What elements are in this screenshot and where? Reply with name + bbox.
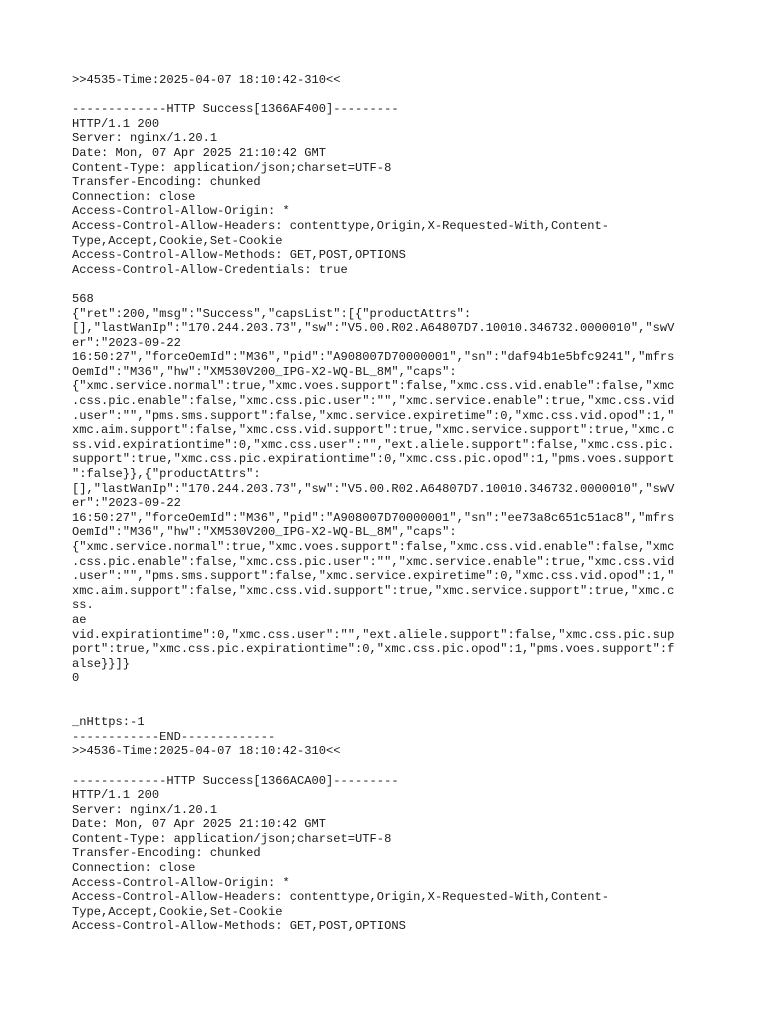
log-line: Server: nginx/1.20.1	[72, 131, 218, 146]
log-line: [],"lastWanIp":"170.244.203.73","sw":"V5.00.R02.A64807D7.10010.346732.0000010","swV	[72, 481, 675, 496]
log-line: vid.expirationtime":0,"xmc.css.user":"","ext.aliele.support":false,"xmc.css.pic.sup	[72, 627, 675, 642]
log-line: HTTP/1.1 200	[72, 788, 160, 803]
log-line: Access-Control-Allow-Headers: contenttype,Origin,X-Requested-With,Content-	[72, 890, 610, 905]
log-line: 16:50:27","forceOemId":"M36","pid":"A908007D70000001","sn":"ee73a8c651c51ac8","mfrs	[72, 510, 675, 525]
log-line: alse}}]}	[72, 656, 131, 671]
log-line: .css.pic.enable":false,"xmc.css.pic.user":"","xmc.service.enable":true,"xmc.css.vid	[72, 554, 675, 569]
log-line: ------------END-------------	[72, 729, 276, 744]
log-line: {"xmc.service.normal":true,"xmc.voes.support":false,"xmc.css.vid.enable":false,"xmc	[72, 540, 675, 554]
log-line	[72, 686, 700, 701]
log-line: Access-Control-Allow-Origin: *	[72, 875, 290, 890]
log-line: ss.vid.expirationtime":0,"xmc.css.user":"","ext.aliele.support":false,"xmc.css.pic.	[72, 437, 675, 452]
log-line: Transfer-Encoding: chunked	[72, 846, 261, 861]
log-line: Access-Control-Allow-Methods: GET,POST,OPTIONS	[72, 248, 406, 263]
log-line: [],"lastWanIp":"170.244.203.73","sw":"V5.00.R02.A64807D7.10010.346732.0000010","swV	[72, 321, 675, 336]
log-line: Connection: close	[72, 861, 196, 876]
log-line: .user":"","pms.sms.support":false,"xmc.service.expiretime":0,"xmc.css.vid.opod":1,"	[72, 569, 675, 584]
log-line	[72, 701, 700, 716]
log-line: Transfer-Encoding: chunked	[72, 175, 261, 190]
log-line: -------------HTTP Success[1366ACA00]---------	[72, 773, 399, 788]
log-line: Content-Type: application/json;charset=UTF-8	[72, 831, 392, 846]
log-line: xmc.aim.support":false,"xmc.css.vid.support":true,"xmc.service.support":true,"xmc.c	[72, 423, 675, 438]
log-line: er":"2023-09-22	[72, 496, 181, 511]
log-line: Access-Control-Allow-Headers: contenttype,Origin,X-Requested-With,Content-	[72, 218, 610, 233]
log-line: {"xmc.service.normal":true,"xmc.voes.support":false,"xmc.css.vid.enable":false,"xmc	[72, 379, 675, 394]
log-line: HTTP/1.1 200	[72, 116, 160, 131]
log-line: OemId":"M36","hw":"XM530V200_IPG-X2-WQ-BL_8M","caps":	[72, 364, 457, 379]
log-line: 16:50:27","forceOemId":"M36","pid":"A908007D70000001","sn":"daf94b1e5bfc9241","mfrs	[72, 350, 675, 365]
log-line: Date: Mon, 07 Apr 2025 21:10:42 GMT	[72, 145, 327, 160]
log-line	[72, 277, 700, 292]
log-line: ae	[72, 612, 87, 627]
log-line: .css.pic.enable":false,"xmc.css.pic.user":"","xmc.service.enable":true,"xmc.css.vid	[72, 394, 675, 409]
log-line	[72, 88, 700, 103]
log-line: ss.	[72, 598, 94, 613]
log-line: Type,Accept,Cookie,Set-Cookie	[72, 904, 283, 919]
log-line: Content-Type: application/json;charset=UTF-8	[72, 160, 392, 175]
log-line: 568	[72, 291, 94, 306]
log-line: {"ret":200,"msg":"Success","capsList":[{"productAttrs":	[72, 306, 472, 321]
log-line: Server: nginx/1.20.1	[72, 802, 218, 817]
log-line: Access-Control-Allow-Origin: *	[72, 204, 290, 219]
log-line: er":"2023-09-22	[72, 335, 181, 350]
log-line	[72, 759, 700, 774]
log-line: support":true,"xmc.css.pic.expirationtime":0,"xmc.css.pic.opod":1,"pms.voes.support	[72, 452, 675, 467]
log-line: _nHttps:-1	[72, 715, 145, 730]
log-line: Connection: close	[72, 189, 196, 204]
log-line: .user":"","pms.sms.support":false,"xmc.service.expiretime":0,"xmc.css.vid.opod":1,"	[72, 408, 675, 423]
log-line: Type,Accept,Cookie,Set-Cookie	[72, 233, 283, 248]
log-line: OemId":"M36","hw":"XM530V200_IPG-X2-WQ-BL_8M","caps":	[72, 525, 457, 540]
log-line: ":false}},{"productAttrs":	[72, 467, 261, 482]
log-line: port":true,"xmc.css.pic.expirationtime":0,"xmc.css.pic.opod":1,"pms.voes.support":f	[72, 642, 675, 657]
log-line: -------------HTTP Success[1366AF400]---------	[72, 102, 399, 117]
log-line: >>4535-Time:2025-04-07 18:10:42-310<<	[72, 73, 341, 87]
log-line: Access-Control-Allow-Methods: GET,POST,OPTIONS	[72, 919, 406, 934]
log-line: xmc.aim.support":false,"xmc.css.vid.support":true,"xmc.service.support":true,"xmc.c	[72, 583, 675, 598]
log-line: >>4536-Time:2025-04-07 18:10:42-310<<	[72, 744, 341, 759]
log-line: Access-Control-Allow-Credentials: true	[72, 262, 348, 277]
log-text-block	[72, 73, 700, 934]
log-line: Date: Mon, 07 Apr 2025 21:10:42 GMT	[72, 817, 327, 832]
log-line: 0	[72, 671, 80, 686]
